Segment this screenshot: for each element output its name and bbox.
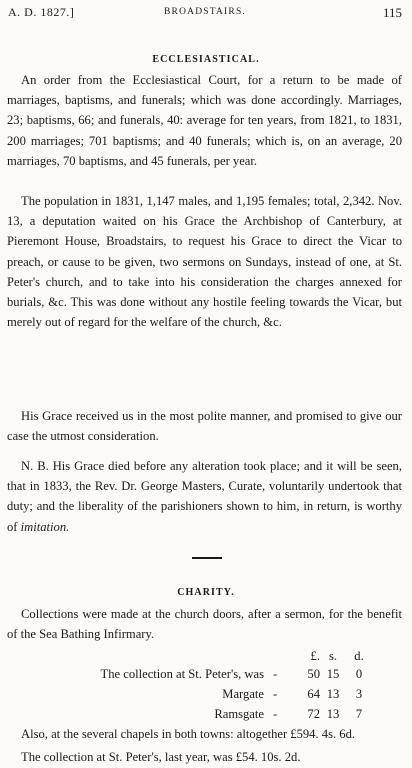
- pounds-header: £.: [310, 649, 320, 663]
- section-heading-ecclesiastical: ECCLESIASTICAL.: [152, 54, 260, 65]
- row-pounds: 50: [307, 667, 320, 681]
- row-dash: -: [273, 707, 278, 721]
- table-row: [0, 707, 412, 727]
- paragraph-text: His Grace received us in the most polite manner, and promised to give our case the utmost consideration.: [7, 409, 402, 444]
- row-dash: -: [273, 667, 278, 681]
- paragraph-text: An order from the Ecclesiastical Court, for a return to be made of marriages, baptisms, and funerals; which was done accordingly. Marriages, 23; baptisms, 66; and funerals, 40: average for ten years, from 1821, to 1831, 200 marriages; 701 baptisms; and 40 funerals; which is, on an average, 20 marriages, 70 baptisms, and 45 funerals, per year.: [7, 73, 402, 168]
- charity-paragraph-2: [7, 726, 402, 742]
- table-row: [0, 667, 412, 687]
- charity-paragraph-3: [7, 748, 402, 766]
- row-shillings: 13: [326, 707, 340, 721]
- ecclesiastical-paragraph-2: [7, 191, 402, 332]
- paragraph-text: Also, at the several chapels in both towns: altogether £594. 4s. 6d.: [21, 727, 356, 741]
- ecclesiastical-paragraph-4: [7, 456, 402, 537]
- paragraph-text: Collections were made at the church doors, after a sermon, for the benefit of the Sea Bathing Infirmary.: [7, 607, 402, 642]
- row-pence: 3: [355, 687, 363, 701]
- section-heading-charity: CHARITY.: [177, 587, 235, 598]
- row-pounds: 64: [307, 687, 320, 701]
- charity-paragraph-1: [7, 604, 402, 644]
- shillings-header: s.: [328, 649, 338, 663]
- row-shillings: 15: [326, 667, 340, 681]
- row-label: Margate: [222, 687, 264, 701]
- ecclesiastical-paragraph-3: [7, 406, 402, 446]
- row-label: The collection at St. Peter's, was: [100, 667, 264, 681]
- ecclesiastical-paragraph-1: [7, 70, 402, 171]
- paragraph-text: [7, 456, 402, 537]
- header-title: BROADSTAIRS.: [164, 7, 246, 17]
- paragraph-text: The population in 1831, 1,147 males, and 1,195 females; total, 2,342. Nov. 13, a deputation waited on his Grace the Archbishop of Canterbury, at Pieremont House, Broadstairs, to request his Grace to direct the Vicar to preach, or cause to be given, two sermons on Sundays, instead of one, at St. Peter's church, and to take into his consideration the charges annexed for burials, &c. This was done without any hostile feeling towards the Vicar, but merely out of regard for the welfare of the church, &c.: [7, 194, 402, 330]
- row-shillings: 13: [326, 687, 340, 701]
- paragraph-text: The collection at St. Peter's, last year, was £54. 10s. 2d.: [21, 750, 301, 764]
- row-pence: 7: [355, 707, 363, 721]
- pence-header: d.: [354, 649, 364, 663]
- page-number: 115: [382, 5, 402, 20]
- table-row: [0, 687, 412, 707]
- running-header: [8, 5, 402, 21]
- header-date: A. D. 1827.]: [8, 5, 75, 19]
- row-pounds: 72: [307, 707, 320, 721]
- paragraph-main-text: N. B. His Grace died before any alteration took place; and it will be seen, that in 1833, the Rev. Dr. George Masters, Curate, voluntarily undertook that duty; and the liberality of the parishioners shown to him, in return, is worthy of: [7, 459, 402, 534]
- currency-column-headers: [0, 649, 412, 669]
- section-divider: [192, 557, 222, 559]
- row-label: Ramsgate: [214, 707, 264, 721]
- row-dash: -: [273, 687, 278, 701]
- row-pence: 0: [355, 667, 363, 681]
- paragraph-italic-text: imitation.: [20, 519, 70, 534]
